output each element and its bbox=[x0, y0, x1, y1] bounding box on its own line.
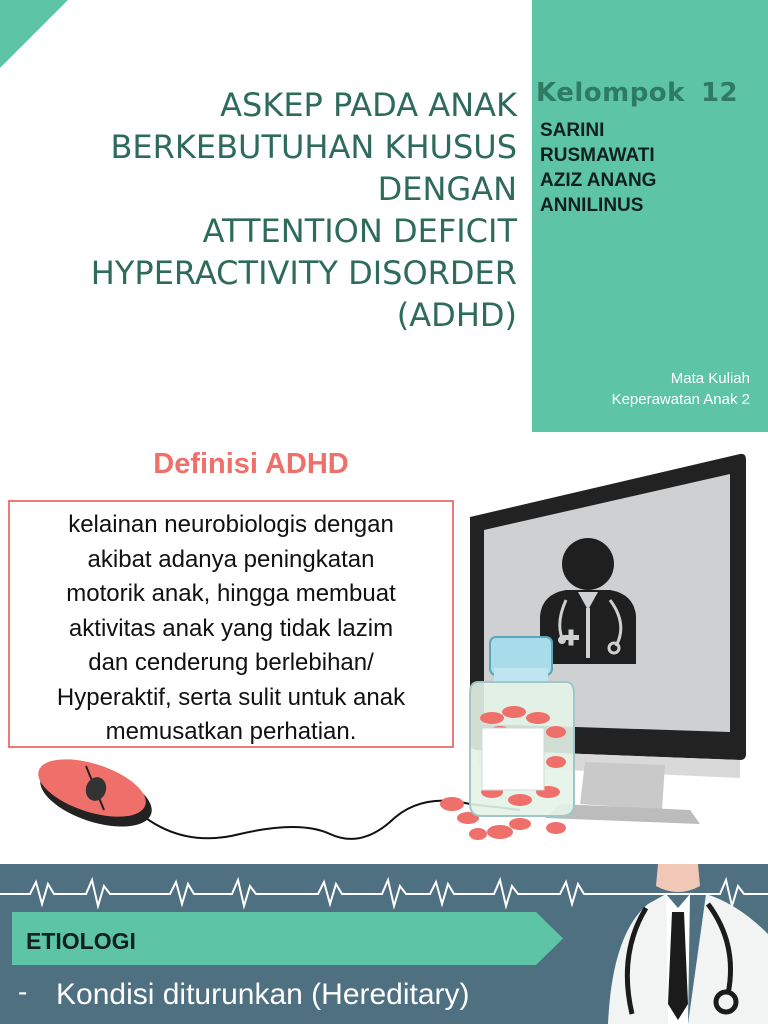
course-line: Keperawatan Anak 2 bbox=[611, 391, 750, 408]
title-line: DENGAN bbox=[377, 170, 517, 208]
title-line: (ADHD) bbox=[396, 296, 517, 334]
etiology-slide bbox=[0, 864, 768, 1024]
etiology-heading: ETIOLOGI bbox=[26, 928, 136, 954]
course-info bbox=[612, 368, 750, 410]
definition-line: akibat adanya peningkatan bbox=[87, 545, 375, 573]
doctor-stethoscope-icon bbox=[588, 864, 768, 1024]
definition-line: Hyperaktif, serta sulit untuk anak bbox=[56, 683, 406, 711]
definition-box bbox=[8, 500, 454, 748]
member-name: AZIZ ANANG bbox=[540, 170, 657, 191]
definition-line: memusatkan perhatian. bbox=[105, 718, 357, 745]
course-line: Mata Kuliah bbox=[670, 370, 750, 387]
member-name: ANNILINUS bbox=[540, 195, 644, 216]
definition-line: motorik anak, hingga membuat bbox=[66, 580, 396, 607]
definition-text bbox=[10, 508, 452, 750]
corner-accent bbox=[0, 0, 68, 68]
title-line: BERKEBUTUHAN KHUSUS bbox=[110, 128, 517, 166]
bullet-dash: - bbox=[18, 976, 28, 1007]
definition-slide bbox=[0, 432, 768, 864]
etiology-item: Kondisi diturunkan (Hereditary) bbox=[56, 978, 470, 1011]
definition-title: Definisi ADHD bbox=[153, 448, 349, 480]
member-name: SARINI bbox=[540, 120, 605, 141]
title-line: ASKEP PADA ANAK bbox=[220, 86, 517, 124]
member-list bbox=[540, 118, 656, 218]
computer-mouse-icon bbox=[31, 748, 159, 839]
member-name: RUSMAWATI bbox=[540, 145, 655, 166]
definition-line: dan cenderung berlebihan/ bbox=[88, 649, 374, 676]
group-label bbox=[536, 78, 738, 108]
group-word: Kelompok bbox=[536, 78, 685, 108]
title-line: ATTENTION DEFICIT bbox=[202, 212, 517, 250]
title-line: HYPERACTIVITY DISORDER bbox=[90, 254, 517, 292]
cover-slide bbox=[0, 0, 768, 432]
cover-title bbox=[20, 84, 517, 336]
definition-line: kelainan neurobiologis dengan bbox=[68, 511, 394, 538]
definition-line: aktivitas anak yang tidak lazim bbox=[68, 614, 394, 642]
group-number: 12 bbox=[700, 78, 739, 108]
